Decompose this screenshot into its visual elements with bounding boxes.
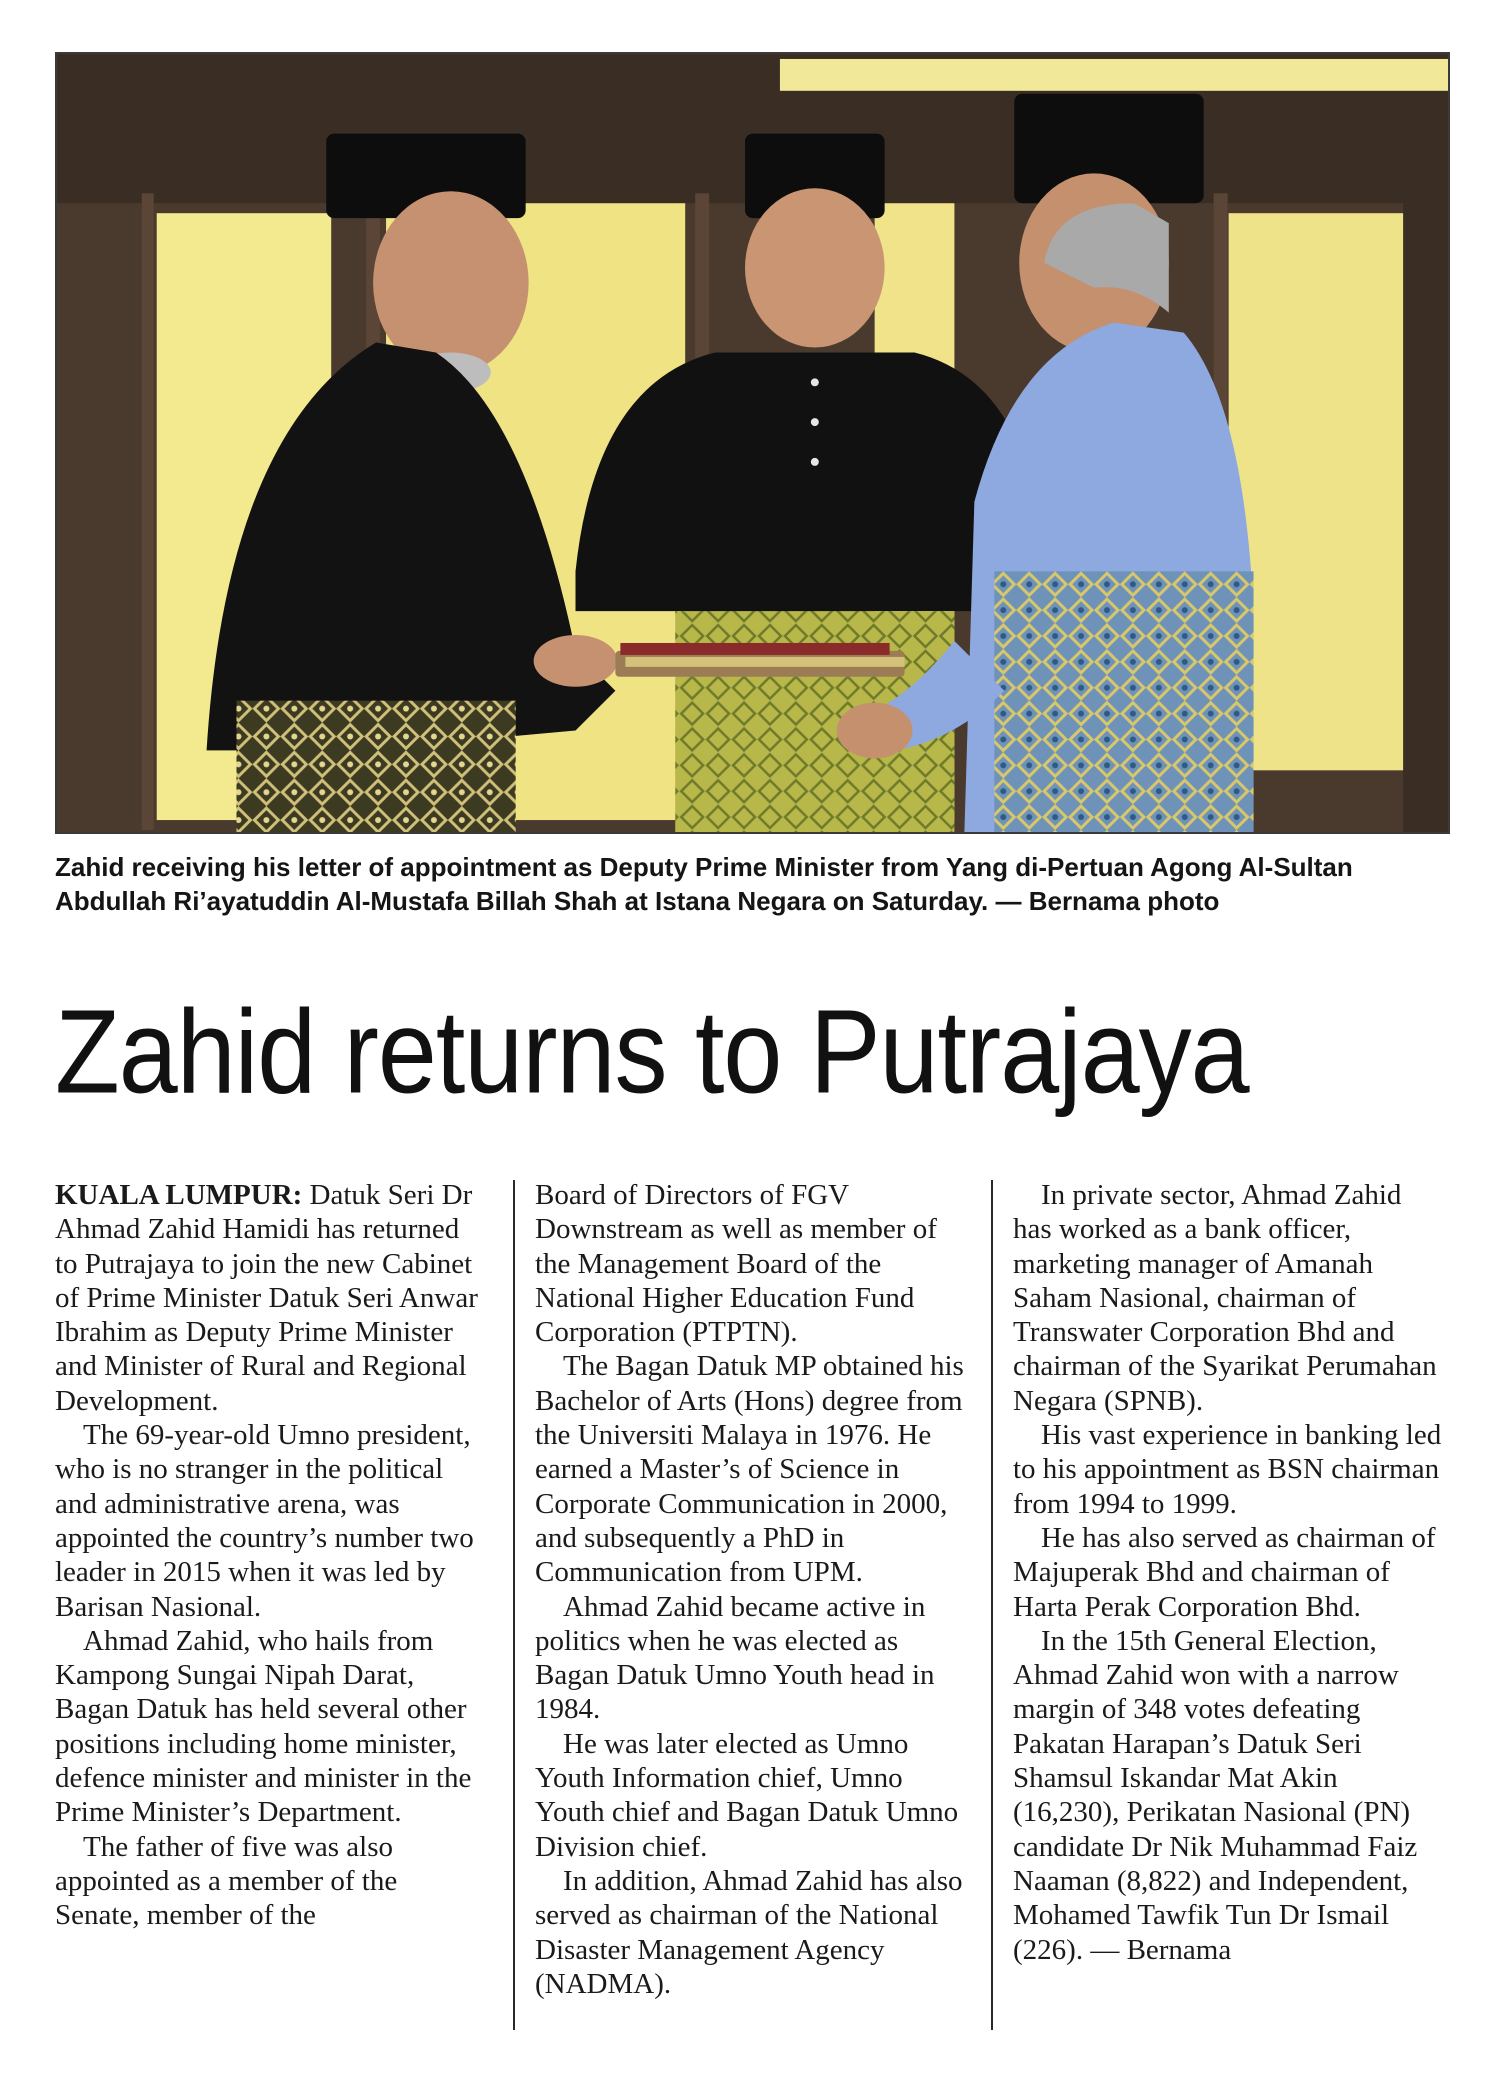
article-paragraph: Board of Directors of FGV Downstream as well as member of the Management Board of the National Higher Education Fund Corporation (PTPTN). <box>535 1179 937 1349</box>
headline: Zahid returns to Putrajaya <box>55 986 1249 1119</box>
article-paragraph: In private sector, Ahmad Zahid has worked as a bank officer, marketing manager of Amanah Saham Nasional, chairman of Transwater Corporation Bhd and chairman of the Syarikat Perumahan Negara (SPNB). <box>1013 1179 1437 1417</box>
article-paragraph: Ahmad Zahid, who hails from Kampong Sungai Nipah Darat, Bagan Datuk has held several other positions including home minister, defence minister and minister in the Prime Minister’s Department. <box>55 1624 472 1829</box>
article-paragraph: He has also served as chairman of Majuperak Bhd and chairman of Harta Perak Corporation Bhd. <box>1013 1521 1436 1623</box>
dateline: KUALA LUMPUR: <box>55 1179 303 1211</box>
article-paragraph <box>55 1178 485 1418</box>
column-divider <box>991 1180 993 2030</box>
article-paragraph: Ahmad Zahid became active in politics when he was elected as Bagan Datuk Umno Youth head in 1984. <box>535 1590 935 1726</box>
article-column-3 <box>1013 1178 1443 1967</box>
article-paragraph: The father of five was also appointed as a member of the Senate, member of the <box>55 1830 398 1932</box>
article-paragraph: The Bagan Datuk MP obtained his Bachelor of Arts (Hons) degree from the Universiti Malaya in 1976. He earned a Master’s of Science in Corporate Communication in 2000, and subsequently a PhD in Communication from UPM. <box>535 1350 964 1589</box>
article-column-1 <box>55 1178 485 1933</box>
article-column-2 <box>535 1178 965 2001</box>
article-paragraph: In addition, Ahmad Zahid has also served as chairman of the National Disaster Management Agency (NADMA). <box>535 1864 963 2000</box>
column-divider <box>513 1180 515 2030</box>
article-paragraph: In the 15th General Election, Ahmad Zahid won with a narrow margin of 348 votes defeating Pakatan Harapan’s Datuk Seri Shamsul Iskandar Mat Akin (16,230), Perikatan Nasional (PN) candidate Dr Nik Muhammad Faiz Naaman (8,822) and Independent, Mohamed Tawfik Tun Dr Ismail (226). — Bernama <box>1013 1624 1418 1966</box>
ceremony-illustration <box>57 54 1448 832</box>
article-paragraph: He was later elected as Umno Youth Information chief, Umno Youth chief and Bagan Datuk Umno Division chief. <box>535 1727 959 1863</box>
photo-caption: Zahid receiving his letter of appointment as Deputy Prime Minister from Yang di-Pertuan Agong Al-Sultan Abdullah Ri’ayatuddin Al-Mustafa Billah Shah at Istana Negara on Saturday. — Bernama photo <box>55 852 1353 916</box>
article-paragraph: His vast experience in banking led to his appointment as BSN chairman from 1994 to 1999. <box>1013 1419 1442 1520</box>
paragraph-text: Datuk Seri Dr Ahmad Zahid Hamidi has returned to Putrajaya to join the new Cabinet of Prime Minister Datuk Seri Anwar Ibrahim as Deputy Prime Minister and Minister of Rural and Regional Development. <box>55 1179 478 1417</box>
article-paragraph: The 69-year-old Umno president, who is no stranger in the political and administrative arena, was appointed the country’s number two leader in 2015 when it was led by Barisan Nasional. <box>55 1419 474 1623</box>
news-photo <box>55 52 1450 834</box>
